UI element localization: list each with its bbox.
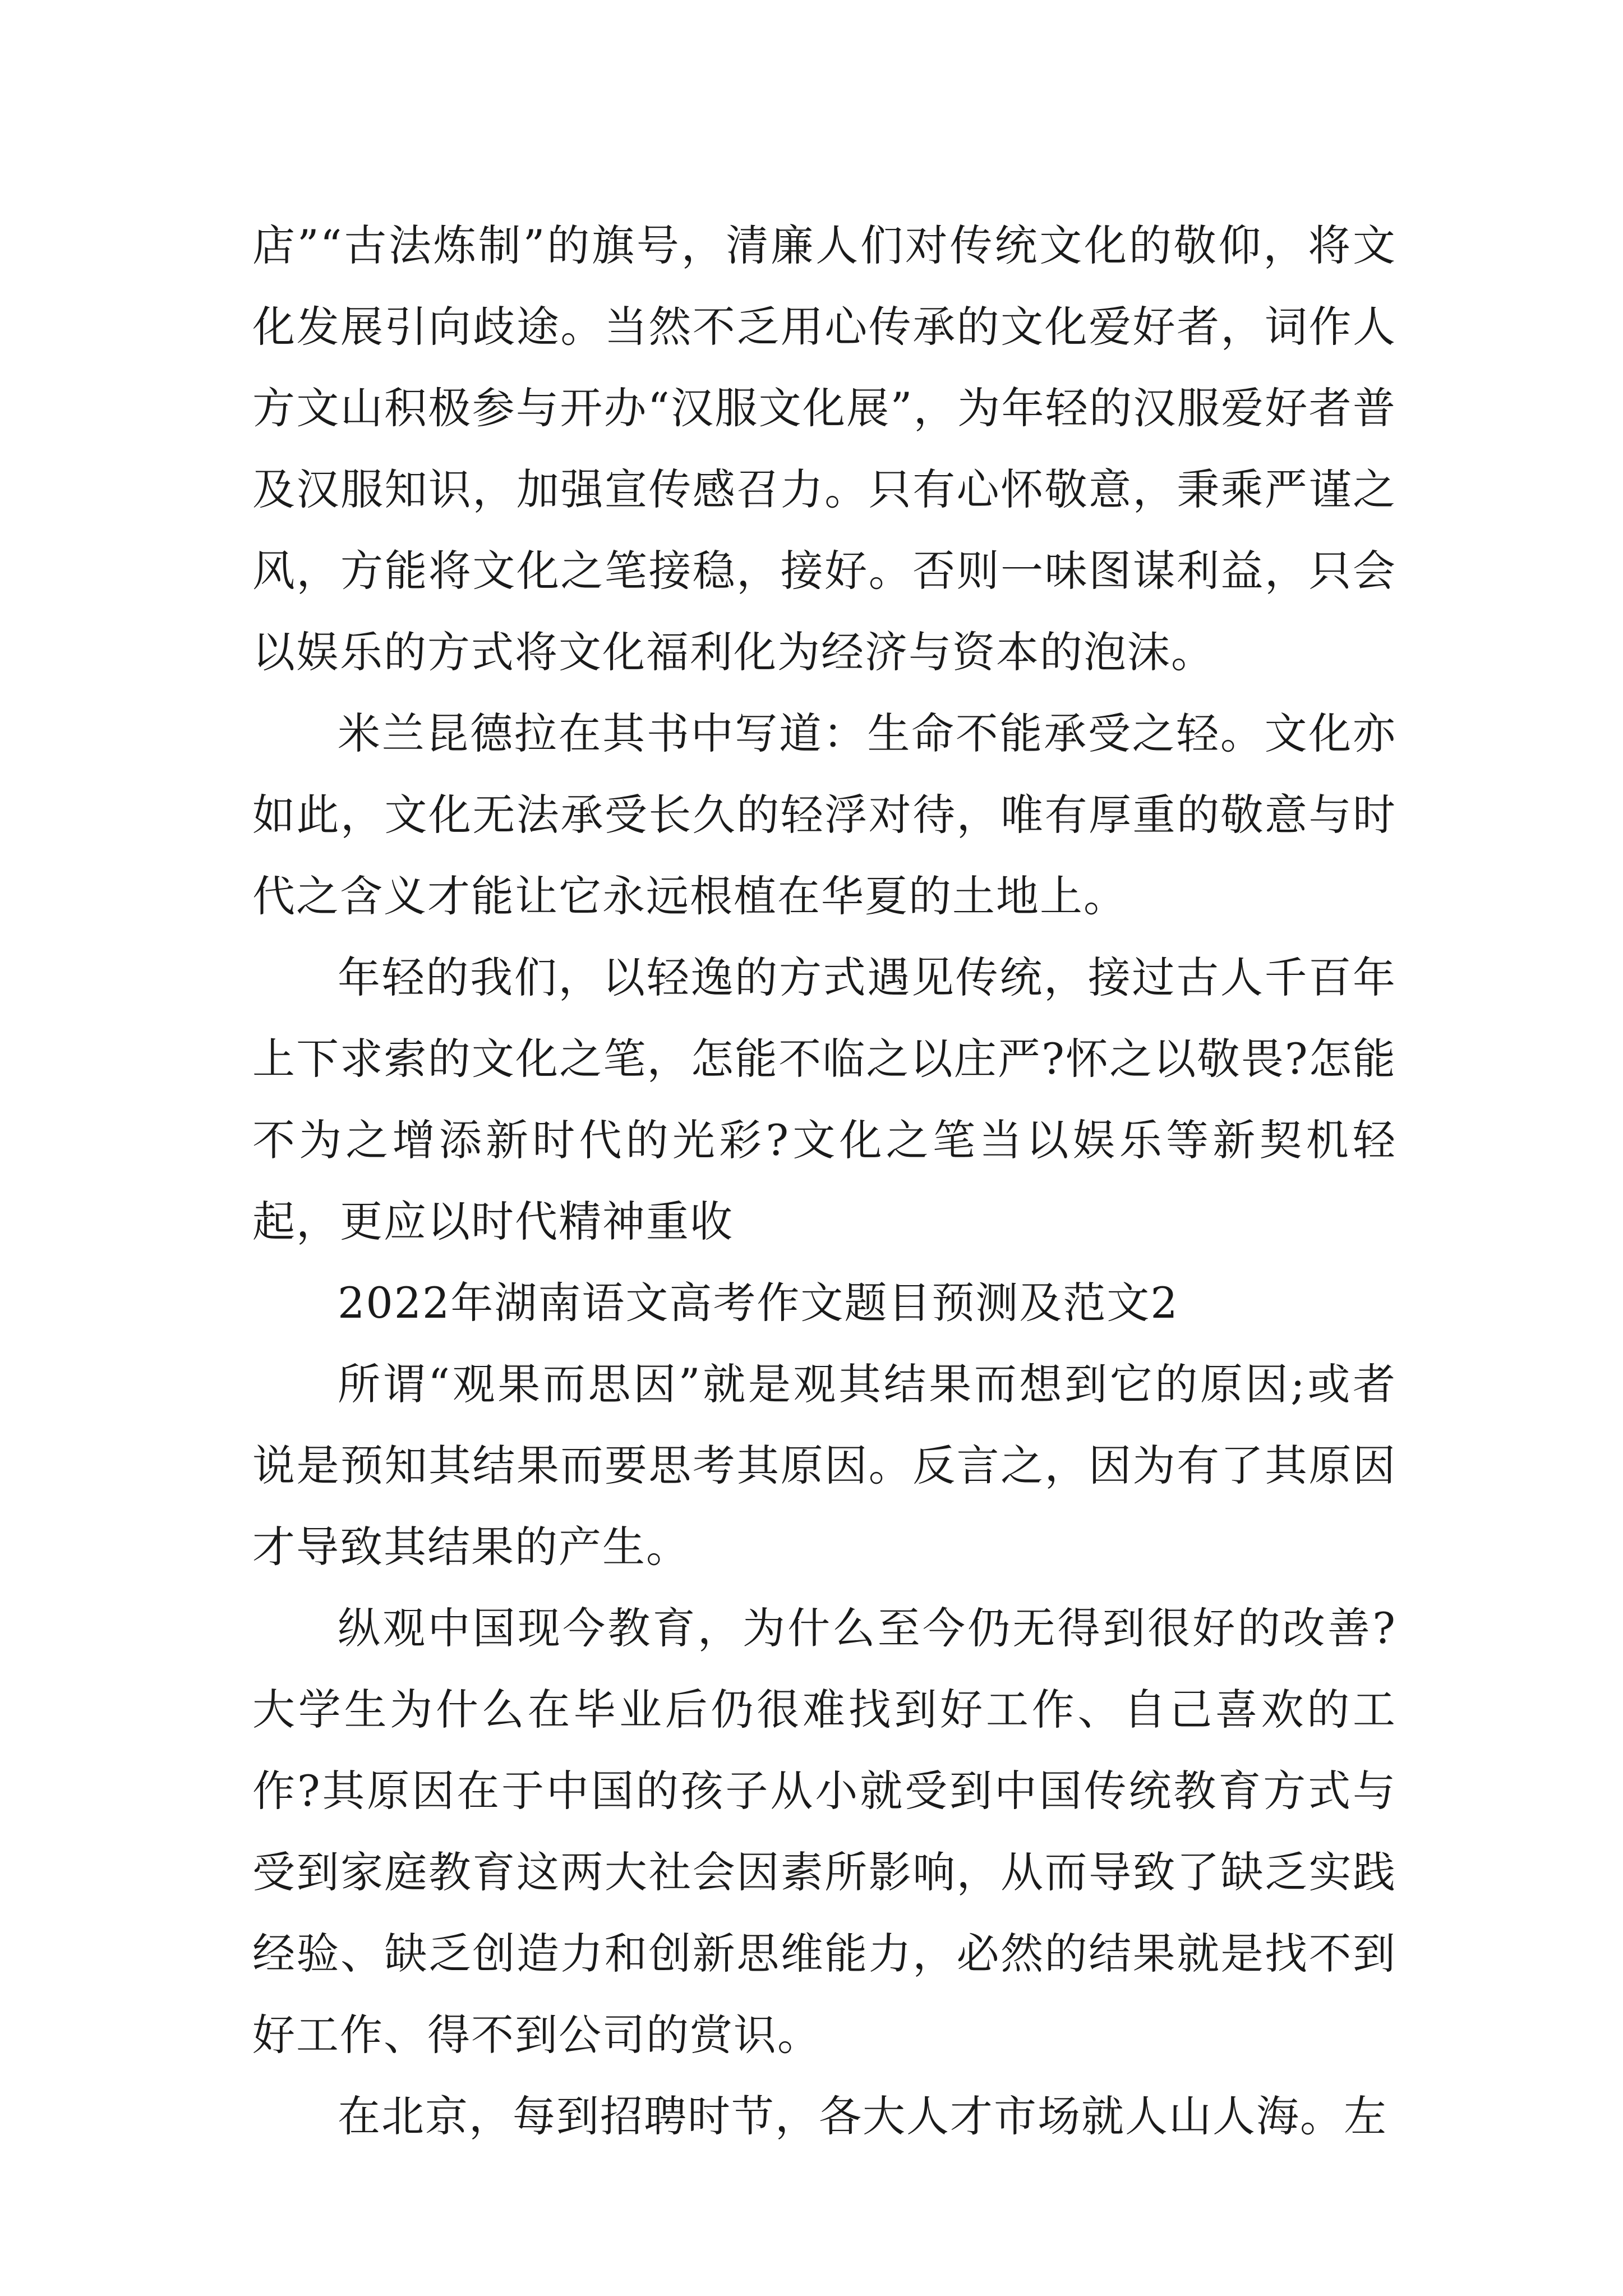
paragraph-1: 店”“古法炼制”的旗号，清廉人们对传统文化的敬仰，将文化发展引向歧途。当然不乏用心传承的文化爱好者，词作人方文山积极参与开办“汉服文化展”，为年轻的汉服爱好者普及汉服知识，加强宣传感召力。只有心怀敬意，秉乘严谨之风，方能将文化之笔接稳，接好。否则一味图谋利益，只会以娱乐的方式将文化福利化为经济与资本的泡沫。 <box>252 220 1396 677</box>
paragraph-3: 年轻的我们，以轻逸的方式遇见传统，接过古人千百年上下求索的文化之笔，怎能不临之以庄严?怀之以敬畏?怎能不为之增添新时代的光彩?文化之笔当以娱乐等新契机轻起，更应以时代精神重收 <box>252 953 1396 1246</box>
paragraph-2: 米兰昆德拉在其书中写道：生命不能承受之轻。文化亦如此，文化无法承受长久的轻浮对待，唯有厚重的敬意与时代之含义才能让它永远根植在华夏的土地上。 <box>252 708 1396 921</box>
paragraph-6: 在北京，每到招聘时节，各大人才市场就人山人海。左 <box>338 2091 1387 2141</box>
section-heading: 2022年湖南语文高考作文题目预测及范文2 <box>338 1278 1179 1328</box>
paragraph-4: 所谓“观果而思因”就是观其结果而想到它的原因;或者说是预知其结果而要思考其原因。反言之，因为有了其原因才导致其结果的产生。 <box>252 1359 1396 1572</box>
paragraph-5: 纵观中国现今教育，为什么至今仍无得到很好的改善?大学生为什么在毕业后仍很难找到好工作、自己喜欢的工作?其原因在于中国的孩子从小就受到中国传统教育方式与受到家庭教育这两大社会因素所影响，从而导致了缺乏实践经验、缺乏创造力和创新思维能力，必然的结果就是找不到好工作、得不到公司的赏识。 <box>252 1603 1396 2060</box>
document-body <box>252 205 1396 2157</box>
